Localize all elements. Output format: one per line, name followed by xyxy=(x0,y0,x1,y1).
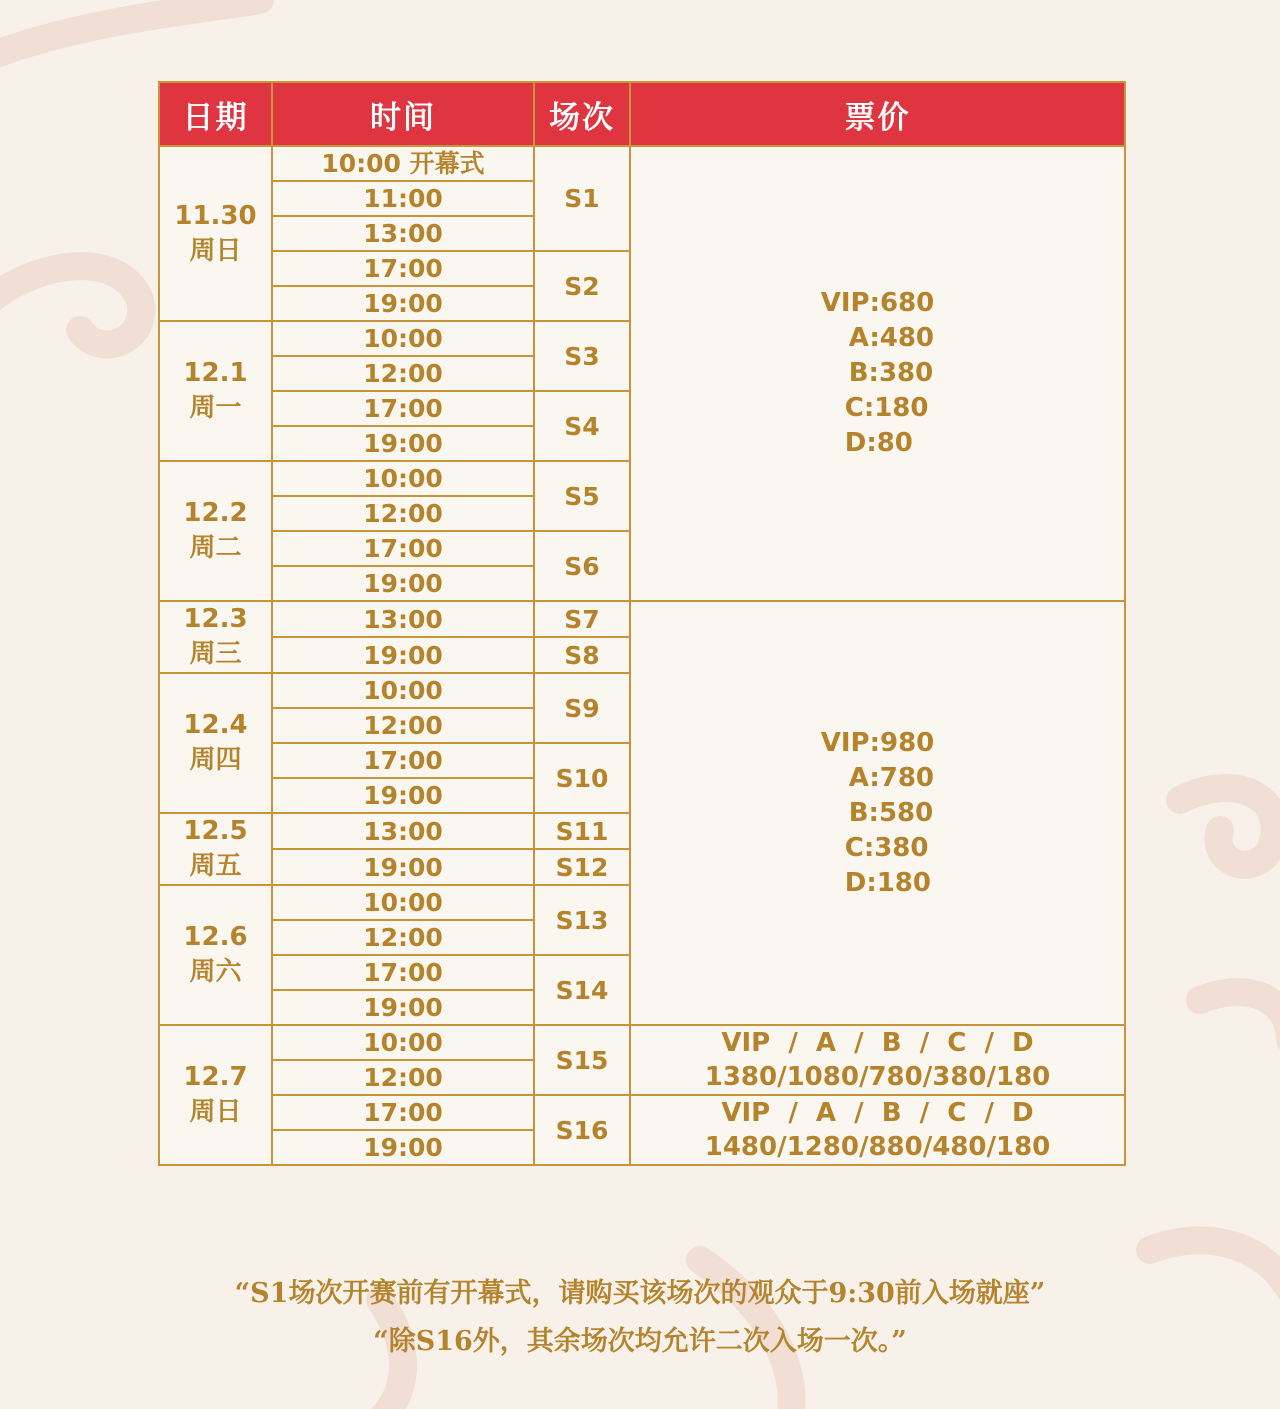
session-cell: S1 xyxy=(534,146,630,251)
session-cell: S16 xyxy=(534,1095,630,1165)
session-cell: S12 xyxy=(534,849,630,885)
session-cell: S9 xyxy=(534,673,630,743)
header-price: 票价 xyxy=(630,82,1125,146)
time-cell: 10:00 xyxy=(272,673,534,708)
note-opening-ceremony: “S1场次开赛前有开幕式，请购买该场次的观众于9:30前入场就座” xyxy=(234,1278,1046,1309)
time-cell: 13:00 xyxy=(272,216,534,251)
time-cell: 17:00 xyxy=(272,251,534,286)
price-cell-group2: VIP:980 A:780 B:580 C:380 D:180 xyxy=(630,601,1125,1025)
header-session: 场次 xyxy=(534,82,630,146)
time-cell: 11:00 xyxy=(272,181,534,216)
time-cell: 13:00 xyxy=(272,813,534,849)
time-cell: 19:00 xyxy=(272,849,534,885)
notes-block xyxy=(0,1270,1280,1366)
header-date: 日期 xyxy=(159,82,272,146)
time-cell: 12:00 xyxy=(272,1060,534,1095)
session-cell: S6 xyxy=(534,531,630,601)
note-reentry: “除S16外，其余场次均允许二次入场一次。” xyxy=(373,1326,907,1357)
date-cell: 11.30 周日 xyxy=(159,146,272,321)
time-cell: 19:00 xyxy=(272,566,534,601)
date-cell: 12.2 周二 xyxy=(159,461,272,601)
date-cell: 12.7 周日 xyxy=(159,1025,272,1165)
time-cell: 10:00 xyxy=(272,1025,534,1060)
time-cell: 17:00 xyxy=(272,1095,534,1130)
time-cell: 19:00 xyxy=(272,1130,534,1165)
time-cell: 12:00 xyxy=(272,708,534,743)
time-cell: 10:00 开幕式 xyxy=(272,146,534,181)
time-cell: 13:00 xyxy=(272,601,534,637)
date-cell: 12.3 周三 xyxy=(159,601,272,673)
table-row xyxy=(159,146,1125,181)
time-cell: 10:00 xyxy=(272,885,534,920)
session-cell: S5 xyxy=(534,461,630,531)
time-cell: 19:00 xyxy=(272,286,534,321)
session-cell: S7 xyxy=(534,601,630,637)
session-cell: S14 xyxy=(534,955,630,1025)
time-cell: 19:00 xyxy=(272,637,534,673)
session-cell: S8 xyxy=(534,637,630,673)
date-cell: 12.4 周四 xyxy=(159,673,272,813)
time-cell: 12:00 xyxy=(272,496,534,531)
time-cell: 10:00 xyxy=(272,461,534,496)
time-cell: 19:00 xyxy=(272,990,534,1025)
session-cell: S3 xyxy=(534,321,630,391)
time-cell: 17:00 xyxy=(272,743,534,778)
header-time: 时间 xyxy=(272,82,534,146)
table-row xyxy=(159,601,1125,637)
table-row xyxy=(159,1095,1125,1130)
date-cell: 12.5 周五 xyxy=(159,813,272,885)
date-cell: 12.6 周六 xyxy=(159,885,272,1025)
header-row xyxy=(159,82,1125,146)
time-cell: 19:00 xyxy=(272,778,534,813)
time-cell: 17:00 xyxy=(272,531,534,566)
price-cell-group1: VIP:680 A:480 B:380 C:180 D:80 xyxy=(630,146,1125,601)
time-cell: 17:00 xyxy=(272,391,534,426)
session-cell: S15 xyxy=(534,1025,630,1095)
date-cell: 12.1 周一 xyxy=(159,321,272,461)
time-cell: 12:00 xyxy=(272,356,534,391)
table-row xyxy=(159,1025,1125,1060)
time-cell: 10:00 xyxy=(272,321,534,356)
session-cell: S11 xyxy=(534,813,630,849)
time-cell: 17:00 xyxy=(272,955,534,990)
time-cell: 12:00 xyxy=(272,920,534,955)
price-cell-s16: VIP / A / B / C / D 1480/1280/880/480/180 xyxy=(630,1095,1125,1165)
session-cell: S2 xyxy=(534,251,630,321)
schedule-table xyxy=(158,81,1126,1166)
session-cell: S10 xyxy=(534,743,630,813)
time-cell: 19:00 xyxy=(272,426,534,461)
price-cell-s15: VIP / A / B / C / D 1380/1080/780/380/180 xyxy=(630,1025,1125,1095)
session-cell: S13 xyxy=(534,885,630,955)
session-cell: S4 xyxy=(534,391,630,461)
